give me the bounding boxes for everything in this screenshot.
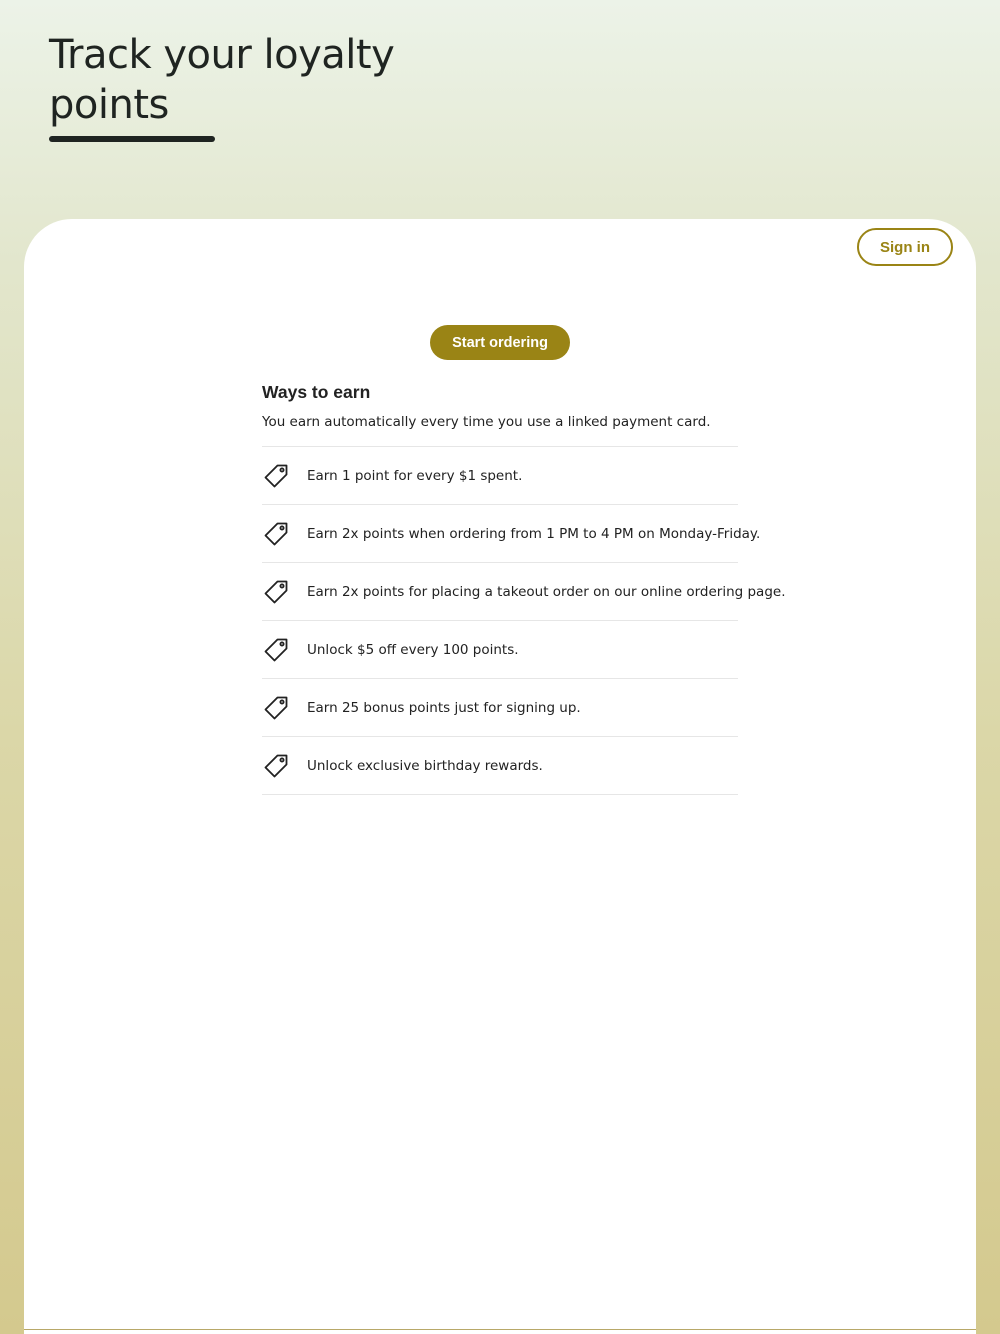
page-title: Track your loyalty points: [49, 32, 395, 128]
earn-item-text: Earn 2x points for placing a takeout order on our online ordering page.: [307, 583, 786, 600]
earn-item: [262, 679, 738, 737]
earn-list: [262, 446, 786, 795]
earn-item: [262, 737, 738, 795]
earn-item: [262, 563, 786, 621]
divider: [24, 1329, 976, 1330]
title-underline: [49, 136, 215, 142]
start-ordering-button[interactable]: Start ordering: [430, 325, 570, 360]
earn-item-text: Earn 1 point for every $1 spent.: [307, 467, 523, 484]
tag-icon: [262, 462, 290, 490]
earn-item-text: Unlock exclusive birthday rewards.: [307, 757, 543, 774]
sign-in-button[interactable]: Sign in: [857, 228, 953, 266]
ways-to-earn-section: [262, 379, 786, 795]
tag-icon: [262, 578, 290, 606]
earn-item-text: Unlock $5 off every 100 points.: [307, 641, 519, 658]
tag-icon: [262, 636, 290, 664]
earn-item-text: Earn 2x points when ordering from 1 PM to 4 PM on Monday-Friday.: [307, 525, 761, 542]
ways-to-earn-heading: Ways to earn: [262, 382, 371, 402]
ways-to-earn-subtext: You earn automatically every time you use a linked payment card.: [262, 414, 711, 430]
tag-icon: [262, 520, 290, 548]
tag-icon: [262, 694, 290, 722]
earn-item: [262, 505, 761, 563]
earn-item: [262, 621, 738, 679]
earn-item-text: Earn 25 bonus points just for signing up.: [307, 699, 581, 716]
tag-icon: [262, 752, 290, 780]
main-card: [24, 219, 976, 1334]
earn-item: [262, 447, 738, 505]
